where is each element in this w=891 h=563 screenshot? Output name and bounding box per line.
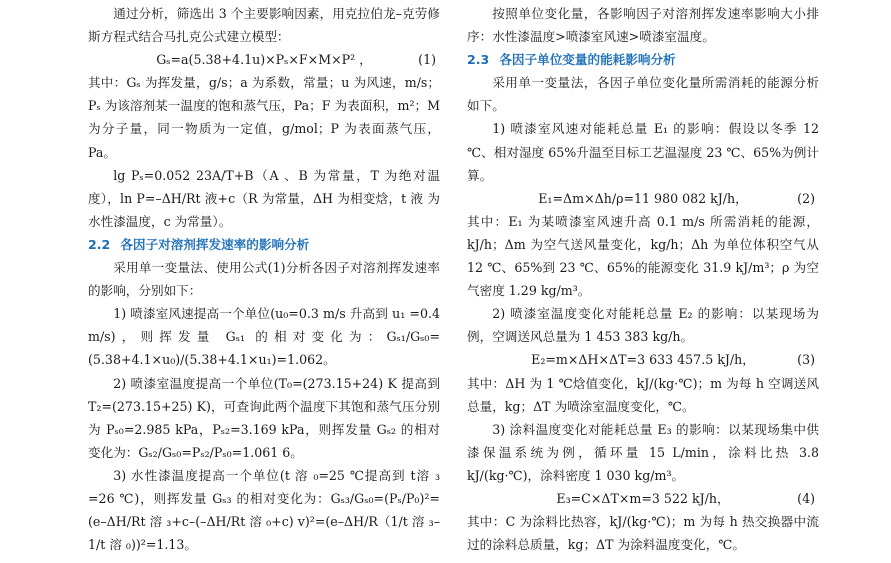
- section-number: 2.2: [88, 236, 111, 252]
- equation-4-number: (4): [797, 490, 815, 506]
- section-heading-2-3: [467, 48, 819, 71]
- equation-4: [467, 487, 819, 510]
- equation-2-formula: E₁=Δm×Δh/ρ=11 980 082 kJ/h，: [538, 190, 748, 206]
- section-title: 各因子单位变量的能耗影响分析: [499, 52, 676, 68]
- equation-3: [467, 348, 819, 371]
- paragraph-paint-temperature: 3) 水性漆温度提高一个单位(t 溶 ₀=25 ℃提高到 t溶 ₃ =26 ℃)，则挥发量 Gₛ₃ 的相对变化为：Gₛ₃/Gₛ₀=(Pₛ/P₀)²=(e–ΔH/Rt 溶 ₃+c–(–ΔH/Rt 溶 ₀+c) v)²=(e–ΔH/R（1/t 溶 ₃–1/t 溶 ₀))²=1.13。: [88, 467, 440, 553]
- left-column: [88, 2, 440, 556]
- paragraph-vapor-pressure: lg Pₛ=0.052 23A/T+B（A 、B 为常量，T 为绝对温度），ln P=–ΔH/Rt 液+c（R 为常量，ΔH 为相变焓，t 液 为水性漆温度，c 为常量）。: [88, 167, 440, 229]
- section-title: 各因子对溶剂挥发速率的影响分析: [120, 236, 310, 252]
- equation-1-formula: Gₛ=a(5.38+4.1u)×Pₛ×F×M×P² ，: [156, 52, 372, 68]
- paragraph-room-energy: 2) 喷漆室温度变化对能耗总量 E₂ 的影响：以某现场为例，空调送风总量为 1 453 383 kg/h。: [467, 306, 819, 345]
- equation-1-number: (1): [418, 52, 436, 68]
- equation-3-number: (3): [797, 352, 815, 368]
- equation-2-number: (2): [797, 190, 815, 206]
- paragraph-ranking: 按照单位变化量，各影响因子对溶剂挥发速率影响大小排序：水性漆温度>喷漆室风速>喷漆室温度。: [467, 6, 819, 45]
- paragraph-paint-energy: 3) 涂料温度变化对能耗总量 E₃ 的影响：以某现场集中供漆保温系统为例，循环量 15 L/min，涂料比热 3.8 kJ/(kg·℃)，涂料密度 1 030 kg/m³。: [467, 421, 819, 483]
- paragraph-wind-energy: 1) 喷漆室风速对能耗总量 E₁ 的影响：假设以冬季 12 ℃、相对湿度 65%升温至目标工艺温湿度 23 ℃、65%为例计算。: [467, 121, 819, 183]
- equation-1: [88, 48, 440, 71]
- paragraph-wind-energy-definitions: 其中：E₁ 为某喷漆室风速升高 0.1 m/s 所需消耗的能源，kJ/h；Δm 为空气送风量变化，kg/h；Δh 为单位体积空气从 12 ℃、65%到 23 ℃、65%的能源变化 31.9 kJ/m³；ρ 为空气密度 1.29 kg/m³。: [467, 213, 819, 299]
- paragraph-room-temperature: 2) 喷漆室温度提高一个单位(T₀=(273.15+24) K 提高到 T₂=(273.15+25) K)，可查询此两个温度下其饱和蒸气压分别为 Pₛ₀=2.985 kPa，Pₛ₂=3.169 kPa，则挥发量 Gₛ₂ 的相对变化为：Gₛ₂/Gₛ₀=Pₛ₂/Pₛ₀=1.061 6。: [88, 375, 440, 460]
- equation-4-formula: E₃=C×ΔT×m=3 522 kJ/h，: [556, 490, 730, 506]
- paragraph-wind-speed: 1) 喷漆室风速提高一个单位(u₀=0.3 m/s 升高到 u₁ =0.4 m/s)，则挥发量 Gₛ₁ 的相对变化为：Gₛ₁/Gₛ₀=(5.38+4.1×u₀)/(5.38+4.1×u₁)=1.062。: [88, 306, 440, 368]
- section-number: 2.3: [467, 52, 490, 68]
- paragraph-variable-definitions: 其中：Gₛ 为挥发量，g/s；a 为系数，常量；u 为风速，m/s；Pₛ 为该溶剂某一温度的饱和蒸气压，Pa；F 为表面积，m²；M 为分子量，同一物质为一定值，g/mol；P 为表面蒸气压，Pa。: [88, 75, 440, 160]
- paragraph-room-energy-definitions: 其中：ΔH 为 1 ℃焓值变化，kJ/(kg·℃)；m 为每 h 空调送风总量，kg；ΔT 为喷涂室温度变化，℃。: [467, 375, 819, 414]
- paragraph-method: 采用单一变量法、使用公式(1)分析各因子对溶剂挥发速率的影响，分别如下：: [88, 260, 440, 299]
- right-column: [467, 2, 819, 556]
- paragraph-energy-method: 采用单一变量法，各因子单位变化量所需消耗的能源分析如下。: [467, 75, 819, 114]
- paragraph-model-intro: 通过分析，筛选出 3 个主要影响因素，用克拉伯龙–克劳修斯方程式结合马扎克公式建立模型：: [88, 6, 440, 45]
- equation-3-formula: E₂=m×ΔH×ΔT=3 633 457.5 kJ/h，: [531, 352, 755, 368]
- equation-2: [467, 187, 819, 210]
- paragraph-paint-energy-definitions: 其中：C 为涂料比热容，kJ/(kg·℃)；m 为每 h 热交换器中流过的涂料总质量，kg；ΔT 为涂料温度变化，℃。: [467, 514, 819, 553]
- section-heading-2-2: [88, 233, 440, 256]
